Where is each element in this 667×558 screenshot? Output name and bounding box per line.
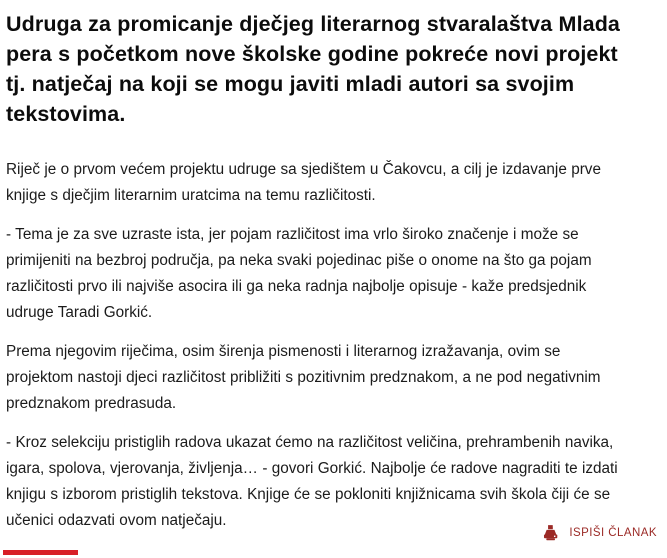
article-lead-paragraph: Udruga za promicanje dječjeg literarnog stvaralaštva Mlada pera s početkom nove školske godine pokreće novi projekt tj. natječaj na koji se mogu javiti mladi autori sa svojim tekstovima. <box>6 12 620 126</box>
bottom-accent-rule <box>3 550 78 555</box>
article-paragraph: Prema njegovim riječima, osim širenja pismenosti i literarnog izražavanja, ovim se projektom nastoji djeci različitost približiti s pozitivnim predznakom, a ne pod negativnim predznakom predrasuda. <box>6 343 601 412</box>
article-paragraph: - Kroz selekciju pristiglih radova ukazat ćemo na različitost veličina, prehrambenih navika, igara, spolova, vjerovanja, življenja… - govori Gorkić. Najbolje će radove nagraditi te izdati knjigu s izborom pristiglih tekstova. Knjige će se pokloniti knjižnicama svih škola čiji će se učenici odazvati ovom natječaju. <box>6 434 618 529</box>
print-article-label: ISPIŠI ČLANAK <box>569 526 657 539</box>
printer-icon <box>542 524 561 543</box>
article-body <box>6 0 630 534</box>
print-article-link[interactable] <box>542 522 657 544</box>
article-paragraph: - Tema je za sve uzraste ista, jer pojam različitost ima vrlo široko značenje i može se primijeniti na bezbroj područja, pa neka svaki pojedinac piše o onome na što ga pojam različitosti prvo ili najviše asocira ili ga neka radnja najbolje opisuje - kaže predsjednik udruge Taradi Gorkić. <box>6 226 592 321</box>
article-paragraph: Riječ je o prvom većem projektu udruge sa sjedištem u Čakovcu, a cilj je izdavanje prve knjige s dječjim literarnim uratcima na temu različitosti. <box>6 161 601 204</box>
